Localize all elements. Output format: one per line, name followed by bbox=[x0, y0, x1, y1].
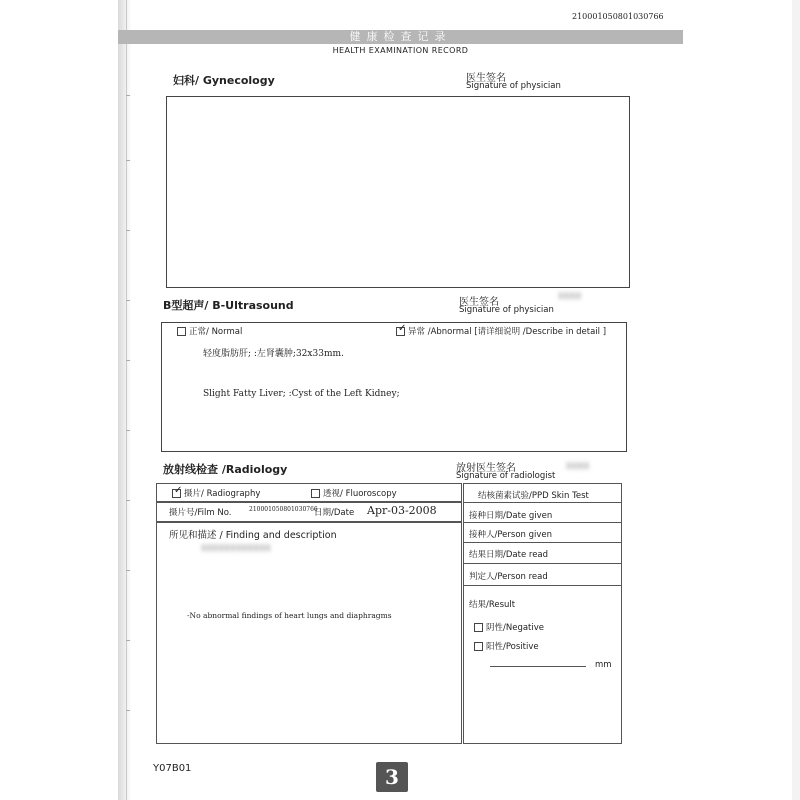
ppd-result-label: 结果/Result bbox=[469, 600, 516, 610]
ultrasound-finding-en: Slight Fatty Liver; :Cyst of the Left Kidney; bbox=[203, 389, 400, 399]
film-no-value: 210001050801030766 bbox=[249, 506, 318, 513]
ppd-row-person-read: 判定人/Person read bbox=[469, 572, 548, 582]
radiology-signature-en: Signature of radiologist bbox=[456, 471, 556, 481]
page-right-edge bbox=[792, 0, 800, 800]
binding-line bbox=[126, 0, 127, 800]
binding-tick bbox=[126, 300, 130, 301]
ultrasound-title: B型超声/ B-Ultrasound bbox=[163, 299, 294, 312]
radiology-signature-value: XXXX bbox=[566, 462, 590, 472]
ppd-divider bbox=[463, 522, 622, 523]
ultrasound-signature-en: Signature of physician bbox=[459, 305, 554, 315]
ppd-divider bbox=[463, 585, 622, 586]
finding-text: -No abnormal findings of heart lungs and diaphragms bbox=[187, 611, 392, 620]
fluoroscopy-checkbox[interactable] bbox=[311, 489, 320, 498]
ppd-negative-option[interactable] bbox=[474, 621, 544, 633]
header-title-cn: 健康检查记录 bbox=[349, 30, 452, 43]
binding-tick bbox=[126, 360, 130, 361]
gynecology-signature-cn: 医生签名 bbox=[466, 73, 506, 84]
ppd-mm-line bbox=[490, 666, 586, 667]
abnormal-checkbox[interactable] bbox=[396, 323, 407, 336]
negative-checkbox[interactable] bbox=[474, 623, 483, 632]
checkmark-icon: ✓ bbox=[174, 485, 183, 496]
date-label: 日期/Date bbox=[314, 508, 355, 518]
ppd-title: 结核菌素试验/PPD Skin Test bbox=[478, 491, 589, 501]
binding-tick bbox=[126, 230, 130, 231]
ppd-positive-option[interactable] bbox=[474, 640, 539, 652]
ppd-row-person-given: 接种人/Person given bbox=[469, 530, 553, 540]
document-id: 210001050801030766 bbox=[572, 12, 664, 21]
ppd-divider bbox=[463, 542, 622, 543]
binding-tick bbox=[126, 430, 130, 431]
ultrasound-normal-option[interactable] bbox=[177, 325, 242, 337]
fluoroscopy-option[interactable] bbox=[311, 487, 397, 499]
radiography-label: 摄片/ Radiography bbox=[184, 489, 261, 499]
footer-code: Y07B01 bbox=[153, 763, 192, 774]
ultrasound-finding-cn: 轻度脂肪肝; :左肾囊肿;32x33mm. bbox=[203, 349, 344, 359]
ultrasound-abnormal-option[interactable] bbox=[396, 325, 606, 337]
ppd-divider bbox=[463, 502, 622, 503]
normal-checkbox[interactable] bbox=[177, 327, 186, 336]
binding-tick bbox=[126, 95, 130, 96]
radiography-option[interactable] bbox=[172, 487, 260, 499]
binding-tick bbox=[126, 710, 130, 711]
finding-label: 所见和描述 / Finding and description bbox=[169, 530, 337, 541]
radiography-checkbox[interactable] bbox=[172, 485, 183, 498]
gynecology-box bbox=[166, 96, 630, 288]
normal-label: 正常/ Normal bbox=[189, 327, 243, 337]
finding-box bbox=[156, 521, 462, 744]
date-value: Apr-03-2008 bbox=[367, 504, 437, 517]
ppd-row-date-given: 接种日期/Date given bbox=[469, 511, 553, 521]
ultrasound-signature-cn: 医生签名 bbox=[459, 297, 499, 308]
header-title-en: HEALTH EXAMINATION RECORD bbox=[332, 46, 469, 55]
positive-label: 阳性/Positive bbox=[486, 642, 539, 652]
positive-checkbox[interactable] bbox=[474, 642, 483, 651]
negative-label: 阴性/Negative bbox=[486, 623, 545, 633]
binding-edge bbox=[118, 0, 132, 800]
abnormal-label: 异常 /Abnormal [请详细说明 /Describe in detail ] bbox=[408, 327, 607, 337]
ultrasound-signature-value: XXXX bbox=[558, 292, 582, 302]
binding-tick bbox=[126, 570, 130, 571]
binding-tick bbox=[126, 160, 130, 161]
gynecology-title: 妇科/ Gynecology bbox=[173, 74, 275, 87]
binding-tick bbox=[126, 500, 130, 501]
page-number: 3 bbox=[376, 762, 408, 792]
radiology-title: 放射线检查 /Radiology bbox=[163, 463, 288, 476]
film-no-label: 摄片号/Film No. bbox=[169, 508, 232, 518]
ppd-row-date-read: 结果日期/Date read bbox=[469, 550, 549, 560]
finding-blurred: XXXXXXXXXXXX bbox=[201, 544, 271, 554]
radiology-signature-cn: 放射医生签名 bbox=[456, 463, 516, 474]
binding-tick bbox=[126, 640, 130, 641]
ppd-divider bbox=[463, 563, 622, 564]
checkmark-icon: ✓ bbox=[398, 323, 407, 334]
gynecology-signature-en: Signature of physician bbox=[466, 81, 561, 91]
ppd-unit: mm bbox=[595, 660, 612, 670]
fluoroscopy-label: 透视/ Fluoroscopy bbox=[323, 489, 397, 499]
ultrasound-box bbox=[161, 322, 627, 452]
